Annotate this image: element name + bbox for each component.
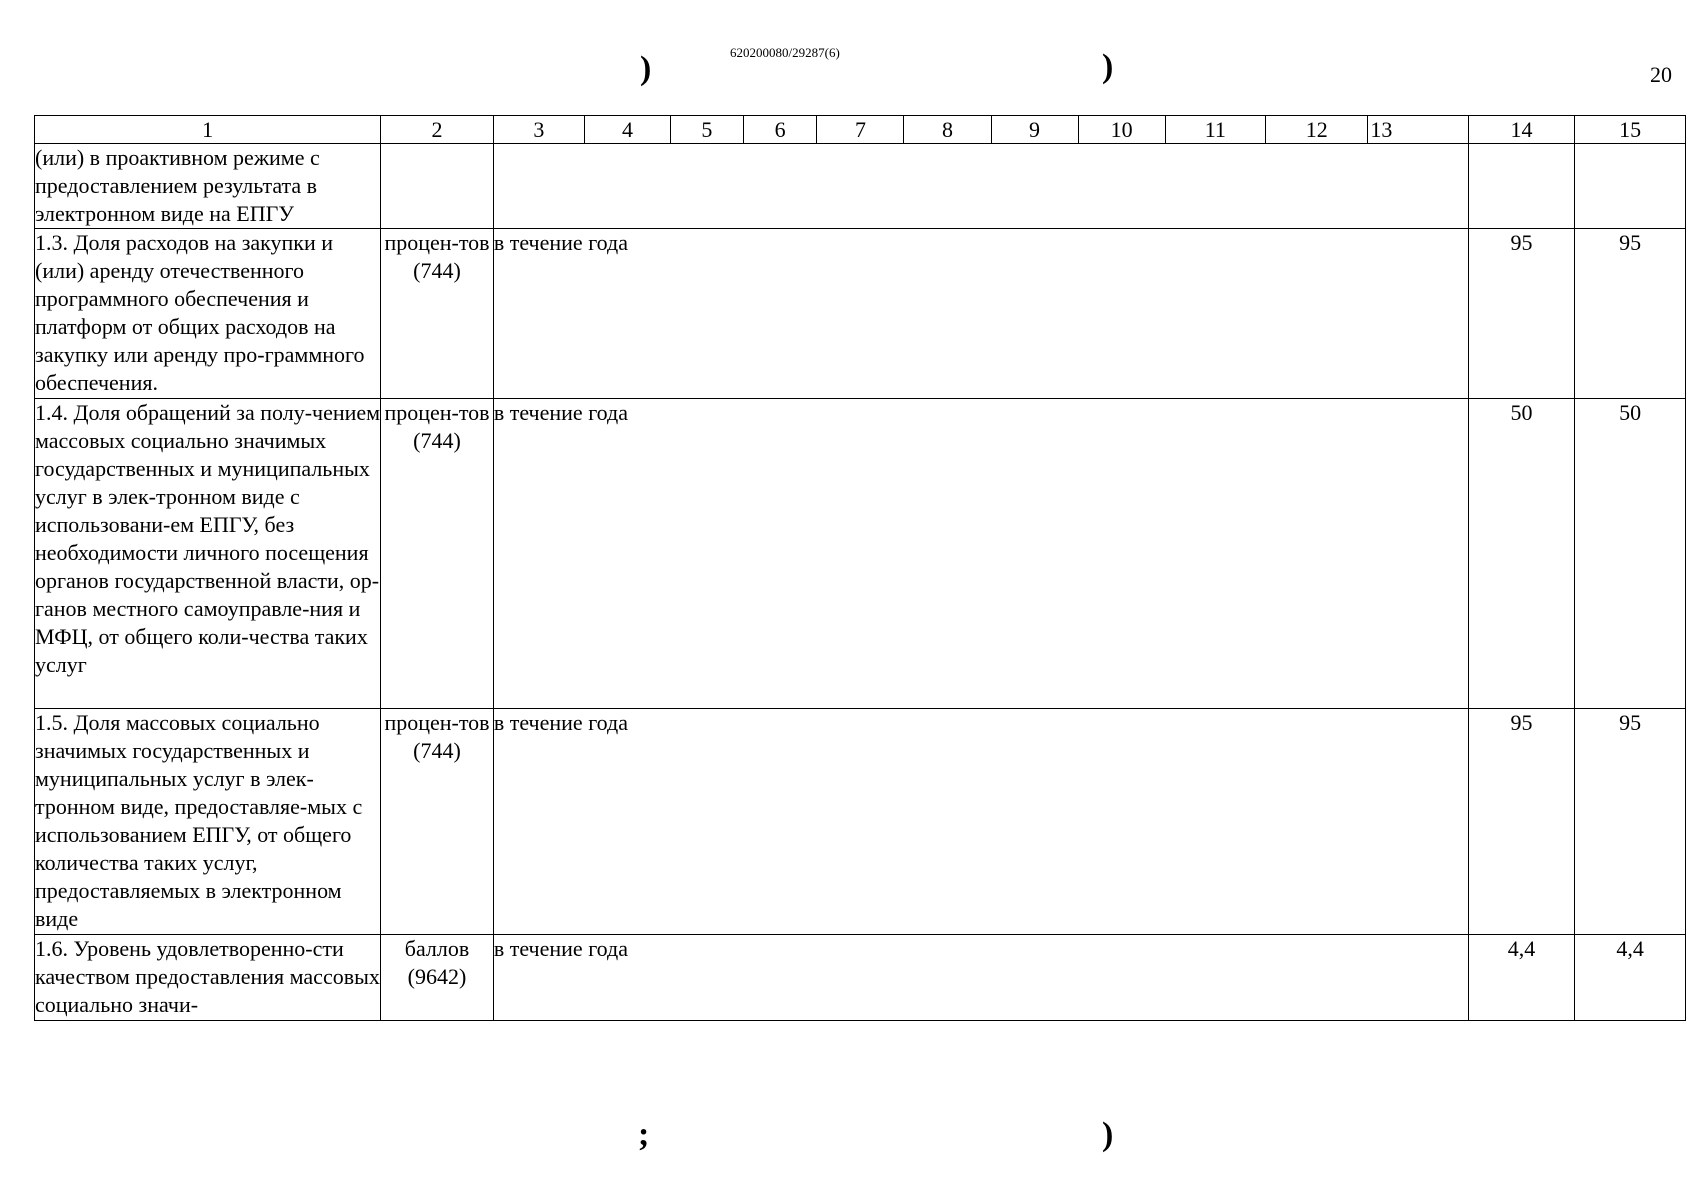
unit-cell: баллов (9642) xyxy=(381,935,494,1021)
column-header: 15 xyxy=(1575,116,1686,144)
column-header: 4 xyxy=(584,116,670,144)
table-row xyxy=(35,709,1686,935)
period-cell: в течение года xyxy=(493,229,1468,399)
indicator-cell: (или) в проактивном режиме с предоставлением результата в электронном виде на ЕПГУ xyxy=(35,144,381,229)
column-header: 14 xyxy=(1468,116,1575,144)
unit-cell xyxy=(381,144,494,229)
table-row xyxy=(35,144,1686,229)
period-cell: в течение года xyxy=(493,935,1468,1021)
table-row xyxy=(35,935,1686,1021)
value-col15-cell xyxy=(1575,144,1686,229)
period-cell xyxy=(493,144,1468,229)
column-header: 8 xyxy=(904,116,991,144)
scan-mark: ) xyxy=(1102,1116,1114,1153)
scan-mark: ) xyxy=(1102,48,1114,85)
value-col15-cell: 50 xyxy=(1575,399,1686,709)
value-col14-cell: 4,4 xyxy=(1468,935,1575,1021)
column-header: 10 xyxy=(1078,116,1165,144)
scan-mark: ) xyxy=(640,50,652,87)
indicator-cell: 1.4. Доля обращений за полу-чением массовых социально значимых государственных и муниципальных услуг в элек-тронном виде с использовани-ем ЕПГУ, без необходимости личного посещения органов государственной власти, ор-ганов местного самоуправле-ния и МФЦ, от общего коли-чества таких услуг xyxy=(35,399,381,709)
document-code: 620200080/29287(6) xyxy=(730,45,840,60)
value-col14-cell xyxy=(1468,144,1575,229)
indicator-cell: 1.6. Уровень удовлетворенно-сти качеством предоставления массовых социально значи- xyxy=(35,935,381,1021)
column-header: 2 xyxy=(381,116,494,144)
unit-cell: процен-тов (744) xyxy=(381,399,494,709)
scan-mark: ; xyxy=(638,1116,650,1153)
unit-cell: процен-тов (744) xyxy=(381,229,494,399)
column-header: 7 xyxy=(817,116,904,144)
period-cell: в течение года xyxy=(493,399,1468,709)
table-row xyxy=(35,229,1686,399)
column-header: 13 xyxy=(1368,116,1468,144)
period-cell: в течение года xyxy=(493,709,1468,935)
column-header: 6 xyxy=(743,116,817,144)
column-header: 1 xyxy=(35,116,381,144)
column-number-row xyxy=(35,116,1686,144)
indicator-cell: 1.3. Доля расходов на закупки и (или) аренду отечественного программного обеспечения и платформ от общих расходов на закупку или аренду про-граммного обеспечения. xyxy=(35,229,381,399)
indicator-cell: 1.5. Доля массовых социально значимых государственных и муниципальных услуг в элек-тронном виде, предоставляе-мых с использованием ЕПГУ, от общего количества таких услуг, предоставляемых в электронном виде xyxy=(35,709,381,935)
page-number: 20 xyxy=(1650,62,1672,87)
column-header: 12 xyxy=(1265,116,1367,144)
table-row xyxy=(35,399,1686,709)
value-col14-cell: 50 xyxy=(1468,399,1575,709)
column-header: 9 xyxy=(991,116,1078,144)
indicators-table xyxy=(34,115,1686,1021)
column-header: 5 xyxy=(671,116,744,144)
column-header: 11 xyxy=(1165,116,1265,144)
value-col15-cell: 95 xyxy=(1575,709,1686,935)
column-header: 3 xyxy=(493,116,584,144)
value-col15-cell: 4,4 xyxy=(1575,935,1686,1021)
unit-cell: процен-тов (744) xyxy=(381,709,494,935)
value-col14-cell: 95 xyxy=(1468,229,1575,399)
value-col15-cell: 95 xyxy=(1575,229,1686,399)
value-col14-cell: 95 xyxy=(1468,709,1575,935)
